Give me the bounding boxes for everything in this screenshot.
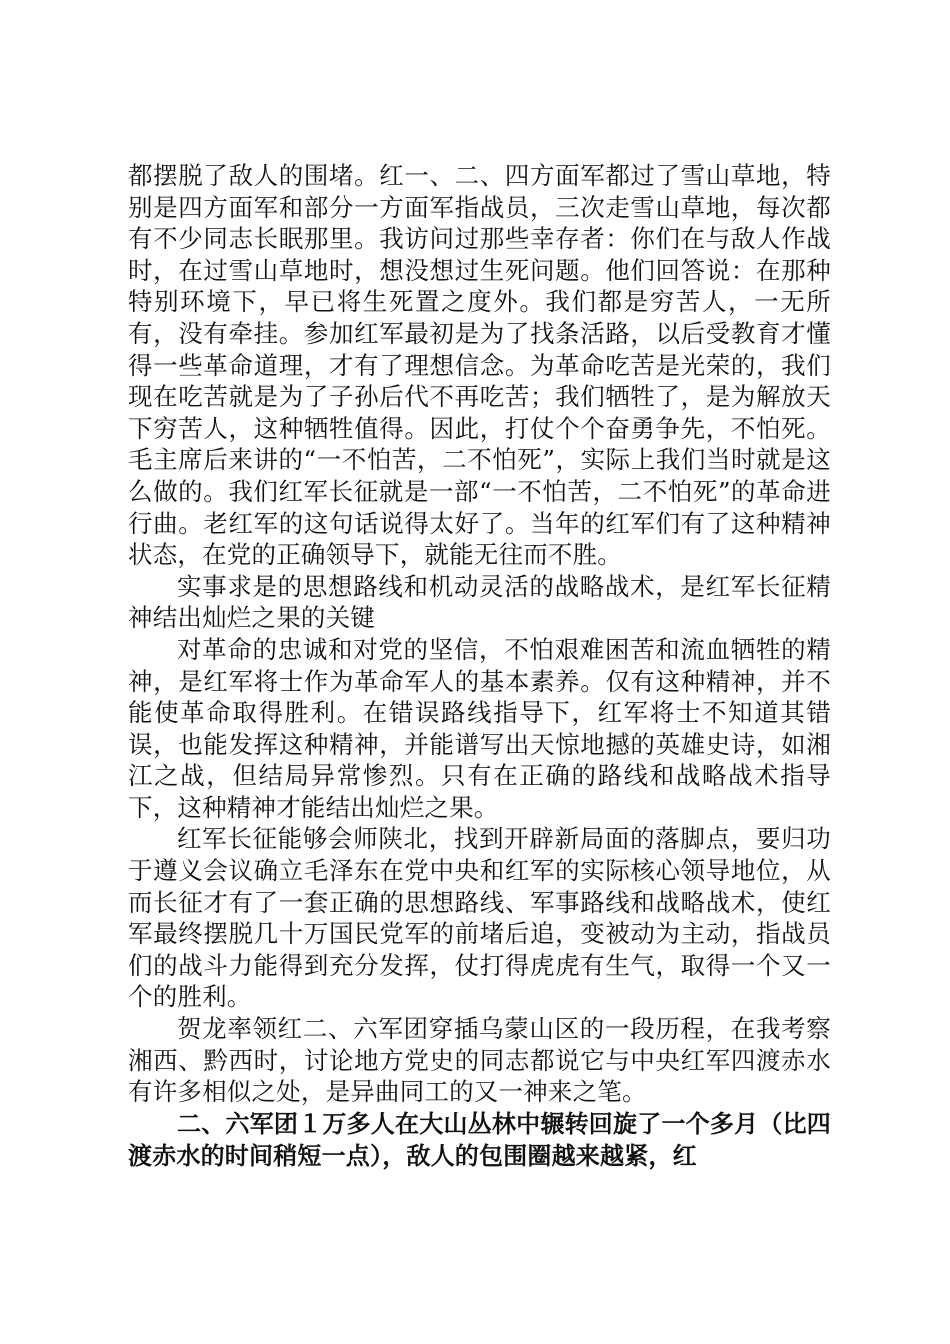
- body-paragraph-5: 贺龙率领红二、六军团穿插乌蒙山区的一段历程，在我考察湘西、黔西时，讨论地方党史的同志都说它与中央红军四渡赤水有许多相似之处，是异曲同工的又一神来之笔。: [128, 1014, 831, 1107]
- document-page: [128, 160, 831, 1172]
- body-paragraph-2: 实事求是的思想路线和机动灵活的战略战术，是红军长征精神结出灿烂之果的关键: [128, 571, 831, 633]
- body-paragraph-1: 都摆脱了敌人的围堵。红一、二、四方面军都过了雪山草地，特别是四方面军和部分一方面军指战员，三次走雪山草地，每次都有不少同志长眠那里。我访问过那些幸存者：你们在与敌人作战时，在过雪山草地时，想没想过生死问题。他们回答说：在那种特别环境下，早已将生死置之度外。我们都是穷苦人，一无所有，没有牵挂。参加红军最初是为了找条活路，以后受教育才懂得一些革命道理，才有了理想信念。为革命吃苦是光荣的，我们现在吃苦就是为了子孙后代不再吃苦；我们牺牲了，是为解放天下穷苦人，这种牺牲值得。因此，打仗个个奋勇争先，不怕死。毛主席后来讲的“一不怕苦，二不怕死”，实际上我们当时就是这么做的。我们红军长征就是一部“一不怕苦，二不怕死”的革命进行曲。老红军的这句话说得太好了。当年的红军们有了这种精神状态，在党的正确领导下，就能无往而不胜。: [128, 161, 831, 570]
- body-paragraph-6-bold: 二、六军团１万多人在大山丛林中辗转回旋了一个多月（比四渡赤水的时间稍短一点），敌人的包围圈越来越紧，红: [128, 1109, 831, 1170]
- body-paragraph-3: 对革命的忠诚和对党的坚信，不怕艰难困苦和流血牺牲的精神，是红军将士作为革命军人的基本素养。仅有这种精神，并不能使革命取得胜利。在错误路线指导下，红军将士不知道其错误，也能发挥这种精神，并能谱写出天惊地撼的英雄史诗，如湘江之战，但结局异常惨烈。只有在正确的路线和战略战术指导下，这种精神才能结出灿烂之果。: [128, 634, 831, 822]
- body-paragraph-4: 红军长征能够会师陕北，找到开辟新局面的落脚点，要归功于遵义会议确立毛泽东在党中央和红军的实际核心领导地位，从而长征才有了一套正确的思想路线、军事路线和战略战术，使红军最终摆脱几十万国民党军的前堵后追，变被动为主动，指战员们的战斗力能得到充分发挥，仗打得虎虎有生气，取得一个又一个的胜利。: [128, 824, 831, 1012]
